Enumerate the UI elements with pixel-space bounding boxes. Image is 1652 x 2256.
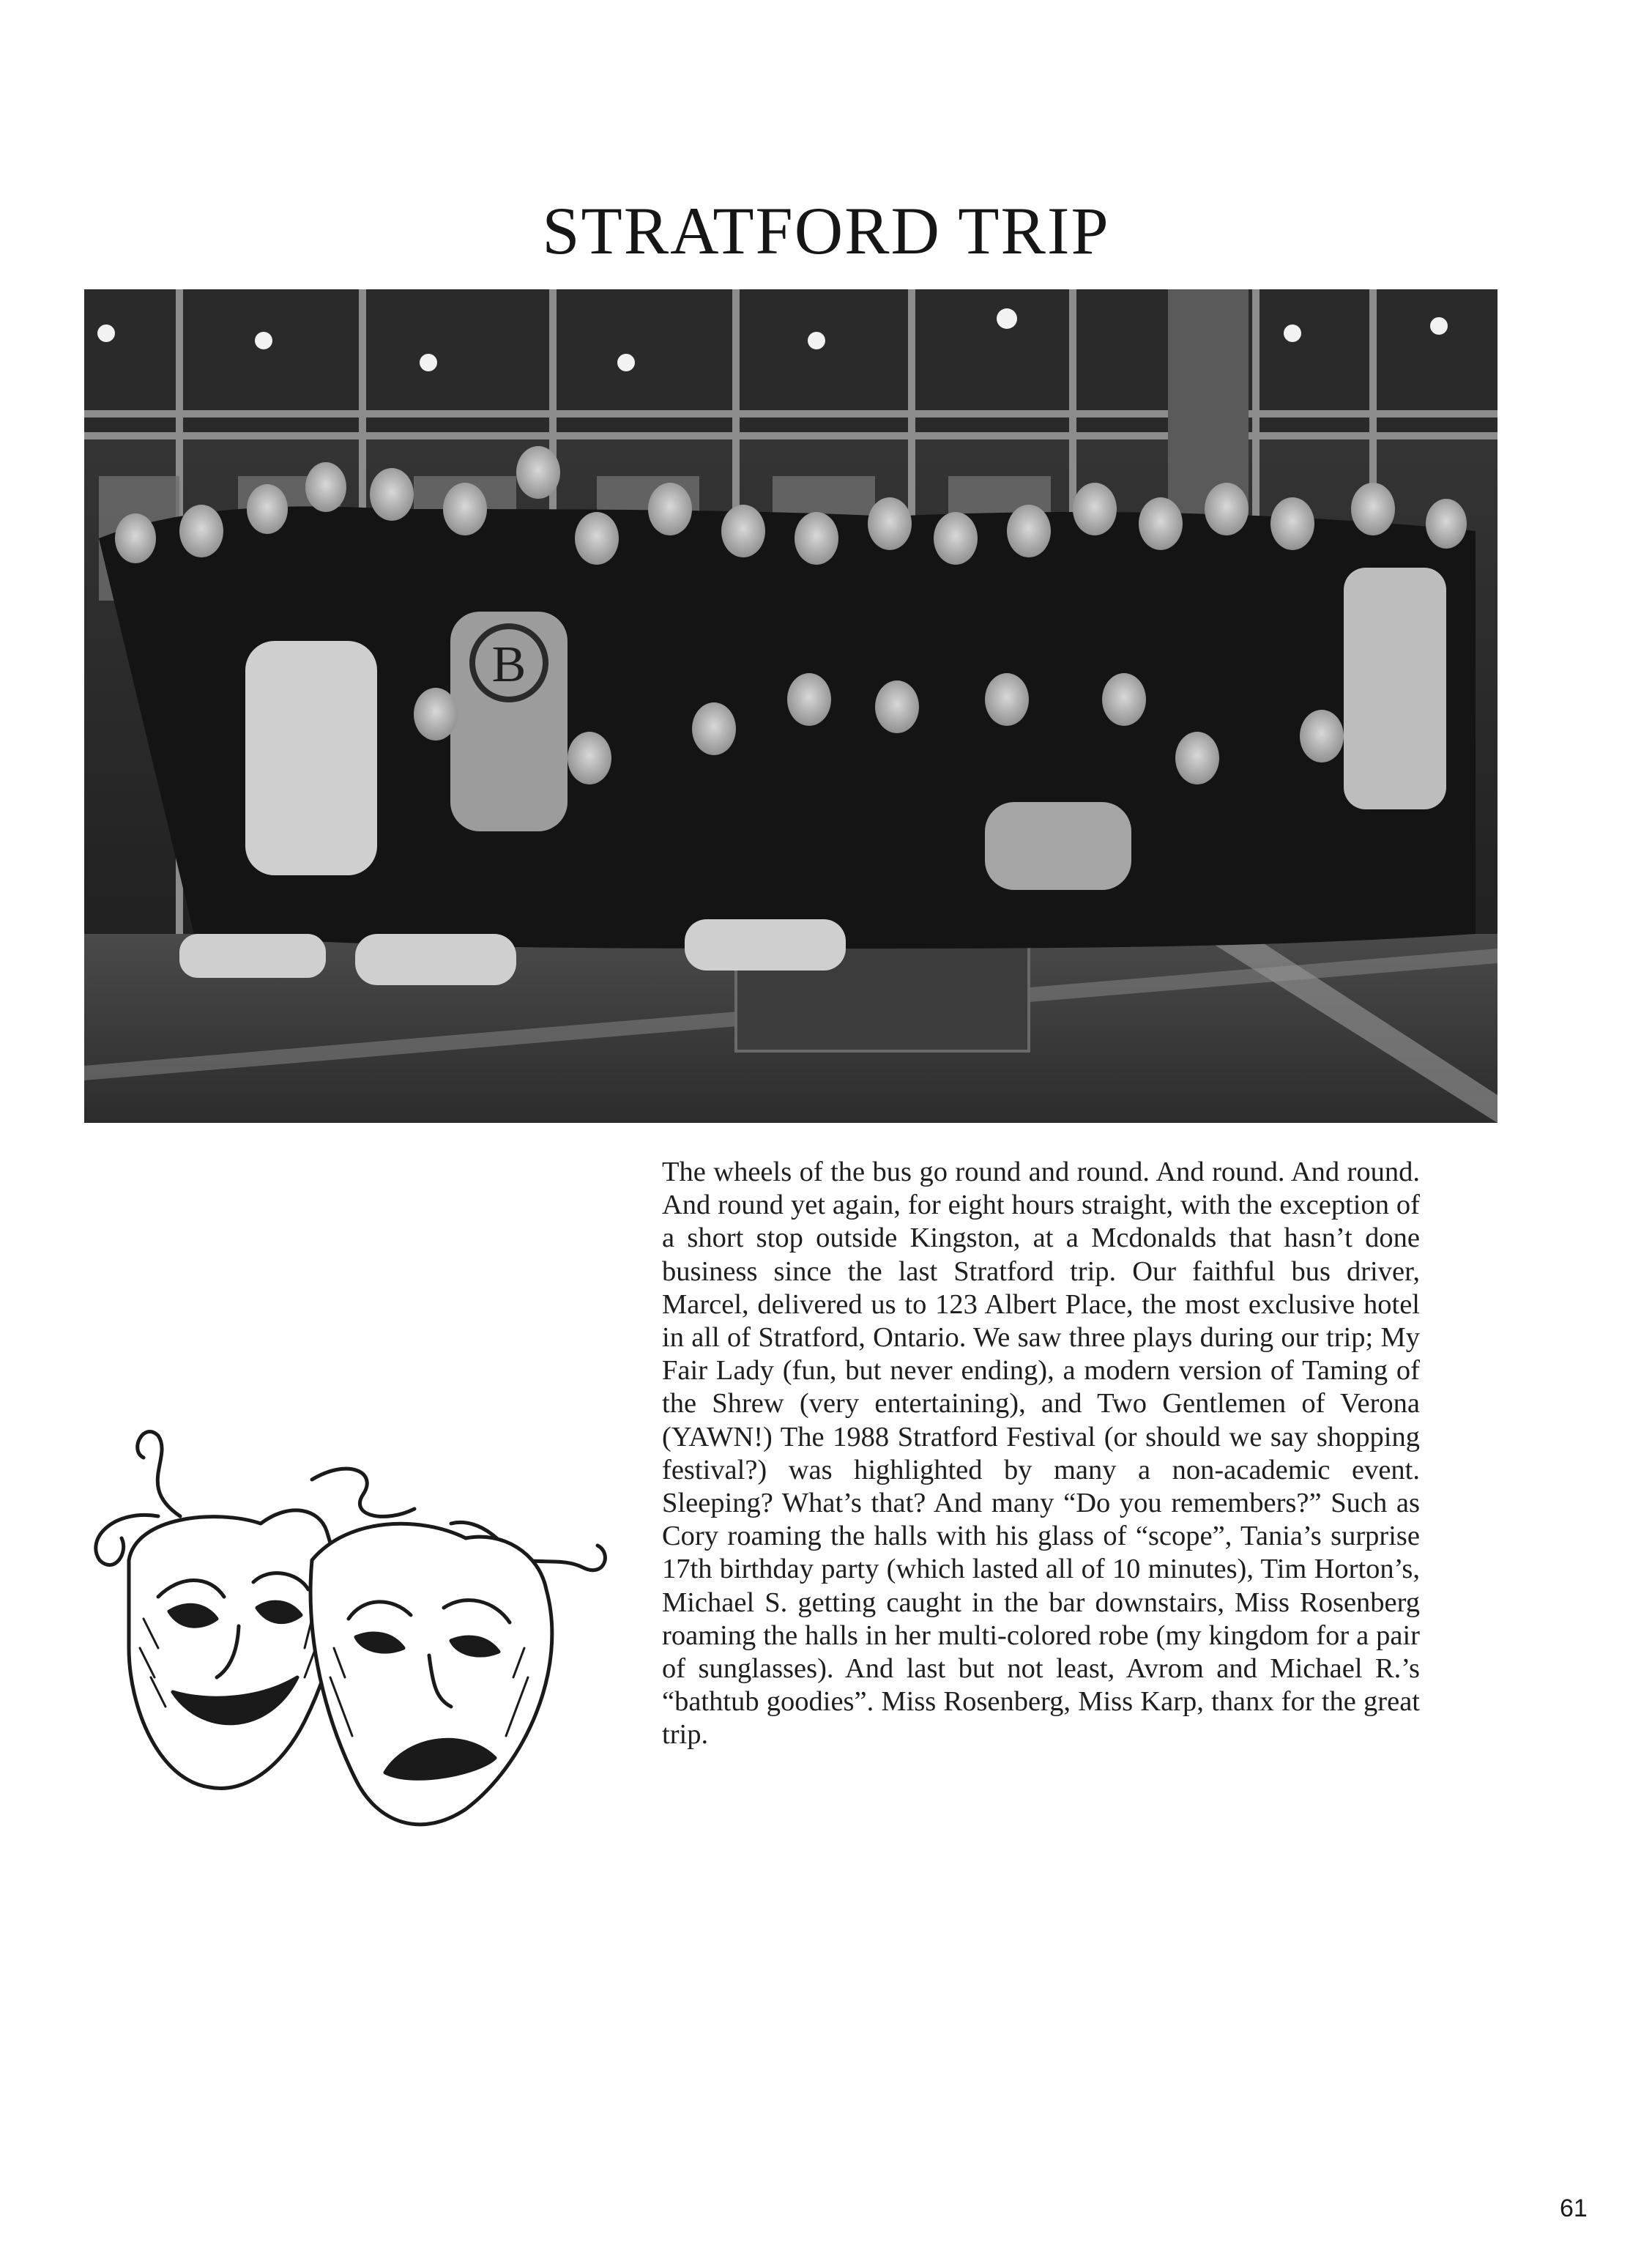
page-title: STRATFORD TRIP: [542, 193, 1110, 268]
theatre-masks-icon: [70, 1428, 634, 1846]
page-number: 61: [1560, 2194, 1588, 2222]
svg-text:B: B: [491, 637, 527, 693]
group-photo: [84, 289, 1497, 1123]
article-text: The wheels of the bus go round and round. And round. And round. And round yet again, for eight hours straight, with the exception of a short stop outside Kingston, at a Mcdonalds that hasn’t done business since the last Stratford trip. Our faithful bus driver, Marcel, delivered us to 123 Albert Place, the most exclusive hotel in all of Stratford, Ontario. We saw three plays during our trip; My Fair Lady (fun, but never ending), a modern version of Taming of the Shrew (very entertaining), and Two Gentlemen of Verona (YAWN!) The 1988 Stratford Festival (or should we say shopping festival?) was highlighted by many a non-academic event. Sleeping? What’s that? And many “Do you remembers?” Such as Cory roaming the halls with his glass of “scope”, Tania’s surprise 17th birthday party (which lasted all of 10 minutes), Tim Horton’s, Michael S. getting caught in the bar downstairs, Miss Rosenberg roaming the halls in her multi-colored robe (my kingdom for a pair of sunglasses). And last but not least, Avrom and Michael R.’s “bathtub goodies”. Miss Rosenberg, Miss Karp, thanx for the great trip.: [662, 1157, 1420, 1751]
